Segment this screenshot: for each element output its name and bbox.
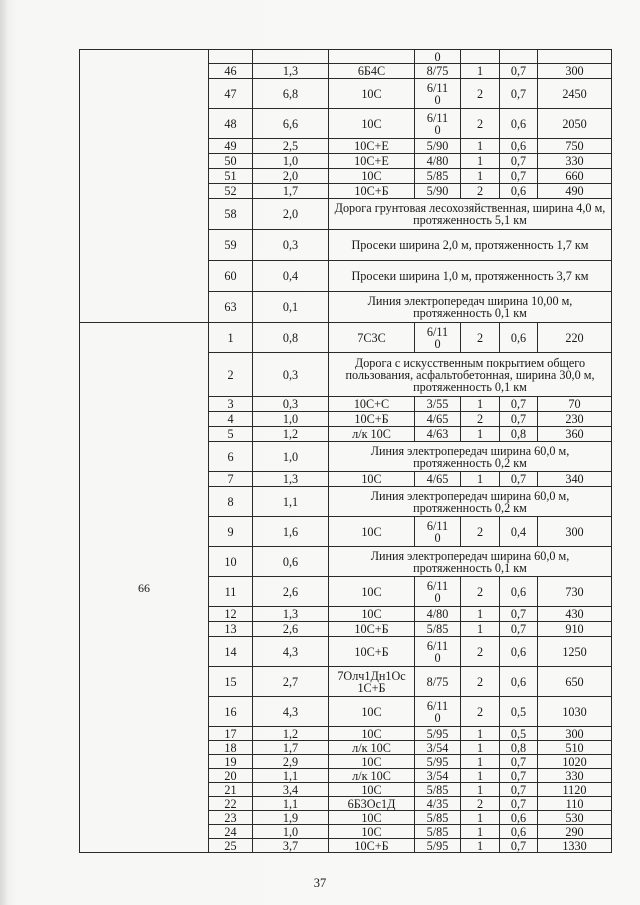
- age-cell: 5/85: [415, 169, 461, 184]
- class-cell: 2: [461, 697, 500, 727]
- stock-cell: [538, 50, 612, 64]
- age-cell: 6/11 0: [415, 697, 461, 727]
- class-cell: 1: [461, 622, 500, 637]
- density-cell: 0,7: [500, 607, 538, 622]
- age-cell: 6/11 0: [415, 577, 461, 607]
- density-cell: 0,7: [500, 169, 538, 184]
- class-cell: 1: [461, 607, 500, 622]
- area-cell: 0,8: [253, 323, 329, 353]
- id-cell: 63: [209, 292, 253, 323]
- age-cell: 5/95: [415, 839, 461, 853]
- age-cell: 6/11 0: [415, 323, 461, 353]
- composition-cell: 6Б4С: [329, 64, 415, 79]
- age-cell: 4/65: [415, 412, 461, 427]
- density-cell: 0,7: [500, 622, 538, 637]
- stock-cell: 1120: [538, 783, 612, 797]
- stock-cell: 300: [538, 517, 612, 547]
- composition-cell: 10С: [329, 811, 415, 825]
- density-cell: 0,4: [500, 517, 538, 547]
- stock-cell: 430: [538, 607, 612, 622]
- id-cell: 51: [209, 169, 253, 184]
- age-cell: 4/65: [415, 472, 461, 487]
- area-cell: 1,1: [253, 797, 329, 811]
- age-cell: 5/85: [415, 622, 461, 637]
- id-cell: 47: [209, 79, 253, 109]
- class-cell: 1: [461, 741, 500, 755]
- density-cell: 0,7: [500, 412, 538, 427]
- description-cell: Дорога с искусственным покрытием общего пользования, асфальтобетонная, ширина 30,0 м, протяженность 0,1 км: [329, 353, 612, 397]
- age-cell: 4/35: [415, 797, 461, 811]
- stock-cell: 2050: [538, 109, 612, 139]
- stock-cell: 70: [538, 397, 612, 412]
- kvartal-cell: [80, 50, 209, 323]
- stock-cell: 330: [538, 769, 612, 783]
- density-cell: 0,6: [500, 667, 538, 697]
- area-cell: 1,1: [253, 769, 329, 783]
- class-cell: 2: [461, 517, 500, 547]
- id-cell: 4: [209, 412, 253, 427]
- composition-cell: 10С: [329, 607, 415, 622]
- description-cell: Просеки ширина 1,0 м, протяженность 3,7 км: [329, 261, 612, 292]
- density-cell: 0,6: [500, 811, 538, 825]
- stock-cell: 750: [538, 139, 612, 154]
- id-cell: 8: [209, 487, 253, 517]
- id-cell: 17: [209, 727, 253, 741]
- area-cell: 4,3: [253, 637, 329, 667]
- composition-cell: 10С: [329, 109, 415, 139]
- id-cell: 7: [209, 472, 253, 487]
- id-cell: 24: [209, 825, 253, 839]
- density-cell: 0,7: [500, 769, 538, 783]
- age-cell: 6/11 0: [415, 109, 461, 139]
- density-cell: 0,6: [500, 109, 538, 139]
- age-cell: 8/75: [415, 64, 461, 79]
- page-number: 37: [313, 876, 327, 890]
- density-cell: 0,6: [500, 825, 538, 839]
- area-cell: 3,4: [253, 783, 329, 797]
- area-cell: 1,7: [253, 184, 329, 199]
- id-cell: [209, 50, 253, 64]
- description-cell: Дорога грунтовая лесохозяйственная, ширина 4,0 м, протяженность 5,1 км: [329, 199, 612, 230]
- stock-cell: 1330: [538, 839, 612, 853]
- area-cell: 0,1: [253, 292, 329, 323]
- density-cell: 0,5: [500, 727, 538, 741]
- area-cell: 1,3: [253, 607, 329, 622]
- stock-cell: 360: [538, 427, 612, 442]
- class-cell: [461, 50, 500, 64]
- area-cell: 1,2: [253, 427, 329, 442]
- id-cell: 12: [209, 607, 253, 622]
- class-cell: 2: [461, 667, 500, 697]
- stock-cell: 300: [538, 64, 612, 79]
- stock-cell: 650: [538, 667, 612, 697]
- id-cell: 3: [209, 397, 253, 412]
- stock-cell: 290: [538, 825, 612, 839]
- age-cell: 3/54: [415, 741, 461, 755]
- composition-cell: 10С: [329, 472, 415, 487]
- area-cell: 2,6: [253, 577, 329, 607]
- composition-cell: 10С+Б: [329, 184, 415, 199]
- stock-cell: 220: [538, 323, 612, 353]
- area-cell: 1,6: [253, 517, 329, 547]
- area-cell: [253, 50, 329, 64]
- density-cell: 0,7: [500, 154, 538, 169]
- stock-cell: 510: [538, 741, 612, 755]
- class-cell: 2: [461, 79, 500, 109]
- density-cell: 0,7: [500, 783, 538, 797]
- description-cell: Линия электропередач ширина 60,0 м, протяженность 0,2 км: [329, 442, 612, 472]
- density-cell: 0,7: [500, 64, 538, 79]
- composition-cell: 10С+Е: [329, 139, 415, 154]
- area-cell: 0,6: [253, 547, 329, 577]
- composition-cell: 10С: [329, 783, 415, 797]
- composition-cell: л/к 10С: [329, 769, 415, 783]
- area-cell: 2,0: [253, 169, 329, 184]
- age-cell: 5/95: [415, 727, 461, 741]
- class-cell: 1: [461, 839, 500, 853]
- composition-cell: 10С: [329, 727, 415, 741]
- composition-cell: 7Олч1Дн1Ос 1С+Б: [329, 667, 415, 697]
- age-cell: 3/54: [415, 769, 461, 783]
- composition-cell: 7С3С: [329, 323, 415, 353]
- id-cell: 18: [209, 741, 253, 755]
- id-cell: 52: [209, 184, 253, 199]
- class-cell: 1: [461, 769, 500, 783]
- area-cell: 1,1: [253, 487, 329, 517]
- area-cell: 0,4: [253, 261, 329, 292]
- id-cell: 21: [209, 783, 253, 797]
- area-cell: 1,0: [253, 154, 329, 169]
- area-cell: 0,3: [253, 230, 329, 261]
- id-cell: 60: [209, 261, 253, 292]
- id-cell: 50: [209, 154, 253, 169]
- area-cell: 3,7: [253, 839, 329, 853]
- composition-cell: 10С+Б: [329, 839, 415, 853]
- age-cell: 5/95: [415, 755, 461, 769]
- area-cell: 1,0: [253, 825, 329, 839]
- table-row: [80, 323, 612, 353]
- stock-cell: 530: [538, 811, 612, 825]
- id-cell: 5: [209, 427, 253, 442]
- class-cell: 1: [461, 472, 500, 487]
- stock-cell: 660: [538, 169, 612, 184]
- area-cell: 0,3: [253, 397, 329, 412]
- area-cell: 1,7: [253, 741, 329, 755]
- age-cell: 5/85: [415, 783, 461, 797]
- class-cell: 1: [461, 755, 500, 769]
- stock-cell: 490: [538, 184, 612, 199]
- area-cell: 1,3: [253, 472, 329, 487]
- age-cell: 6/11 0: [415, 637, 461, 667]
- density-cell: 0,5: [500, 697, 538, 727]
- age-cell: 8/75: [415, 667, 461, 697]
- stock-cell: 2450: [538, 79, 612, 109]
- class-cell: 1: [461, 825, 500, 839]
- id-cell: 46: [209, 64, 253, 79]
- area-cell: 6,8: [253, 79, 329, 109]
- area-cell: 2,5: [253, 139, 329, 154]
- area-cell: 6,6: [253, 109, 329, 139]
- composition-cell: 10С: [329, 697, 415, 727]
- class-cell: 2: [461, 637, 500, 667]
- composition-cell: 10С: [329, 517, 415, 547]
- composition-cell: 10С+Б: [329, 412, 415, 427]
- age-cell: 4/80: [415, 154, 461, 169]
- description-cell: Линия электропередач ширина 10,00 м, протяженность 0,1 км: [329, 292, 612, 323]
- stock-cell: 910: [538, 622, 612, 637]
- age-cell: 6/11 0: [415, 517, 461, 547]
- area-cell: 1,3: [253, 64, 329, 79]
- composition-cell: 10С: [329, 755, 415, 769]
- area-cell: 2,9: [253, 755, 329, 769]
- age-cell: 3/55: [415, 397, 461, 412]
- composition-cell: 10С: [329, 79, 415, 109]
- class-cell: 1: [461, 397, 500, 412]
- id-cell: 10: [209, 547, 253, 577]
- density-cell: 0,8: [500, 427, 538, 442]
- stock-cell: 1030: [538, 697, 612, 727]
- class-cell: 2: [461, 323, 500, 353]
- area-cell: 2,7: [253, 667, 329, 697]
- forest-inventory-table: [79, 49, 612, 853]
- id-cell: 58: [209, 199, 253, 230]
- table-body: [80, 50, 612, 853]
- class-cell: 2: [461, 184, 500, 199]
- area-cell: 2,0: [253, 199, 329, 230]
- density-cell: 0,7: [500, 472, 538, 487]
- area-cell: 2,6: [253, 622, 329, 637]
- id-cell: 11: [209, 577, 253, 607]
- age-cell: 4/63: [415, 427, 461, 442]
- id-cell: 13: [209, 622, 253, 637]
- density-cell: 0,7: [500, 839, 538, 853]
- density-cell: [500, 50, 538, 64]
- composition-cell: л/к 10С: [329, 741, 415, 755]
- area-cell: 1,0: [253, 442, 329, 472]
- stock-cell: 330: [538, 154, 612, 169]
- density-cell: 0,6: [500, 184, 538, 199]
- id-cell: 6: [209, 442, 253, 472]
- id-cell: 9: [209, 517, 253, 547]
- class-cell: 1: [461, 154, 500, 169]
- table-row: [80, 50, 612, 64]
- class-cell: 1: [461, 811, 500, 825]
- id-cell: 59: [209, 230, 253, 261]
- age-cell: 5/90: [415, 184, 461, 199]
- age-cell: 6/11 0: [415, 79, 461, 109]
- id-cell: 15: [209, 667, 253, 697]
- composition-cell: 10С+Е: [329, 154, 415, 169]
- stock-cell: 340: [538, 472, 612, 487]
- stock-cell: 300: [538, 727, 612, 741]
- density-cell: 0,6: [500, 637, 538, 667]
- composition-cell: 6Б3Ос1Д: [329, 797, 415, 811]
- density-cell: 0,7: [500, 79, 538, 109]
- density-cell: 0,7: [500, 397, 538, 412]
- stock-cell: 1020: [538, 755, 612, 769]
- id-cell: 14: [209, 637, 253, 667]
- id-cell: 49: [209, 139, 253, 154]
- density-cell: 0,8: [500, 741, 538, 755]
- class-cell: 2: [461, 577, 500, 607]
- id-cell: 25: [209, 839, 253, 853]
- class-cell: 1: [461, 783, 500, 797]
- density-cell: 0,6: [500, 323, 538, 353]
- area-cell: 1,0: [253, 412, 329, 427]
- age-cell: 5/85: [415, 825, 461, 839]
- class-cell: 2: [461, 412, 500, 427]
- composition-cell: 10С+С: [329, 397, 415, 412]
- composition-cell: 10С+Б: [329, 637, 415, 667]
- class-cell: 1: [461, 427, 500, 442]
- composition-cell: 10С: [329, 169, 415, 184]
- id-cell: 22: [209, 797, 253, 811]
- stock-cell: 230: [538, 412, 612, 427]
- id-cell: 48: [209, 109, 253, 139]
- age-cell: 5/85: [415, 811, 461, 825]
- id-cell: 2: [209, 353, 253, 397]
- density-cell: 0,7: [500, 797, 538, 811]
- kvartal-cell: 66: [80, 323, 209, 853]
- id-cell: 16: [209, 697, 253, 727]
- id-cell: 20: [209, 769, 253, 783]
- composition-cell: 10С: [329, 577, 415, 607]
- age-cell: 4/80: [415, 607, 461, 622]
- id-cell: 1: [209, 323, 253, 353]
- composition-cell: [329, 50, 415, 64]
- composition-cell: л/к 10С: [329, 427, 415, 442]
- area-cell: 4,3: [253, 697, 329, 727]
- density-cell: 0,6: [500, 577, 538, 607]
- area-cell: 1,2: [253, 727, 329, 741]
- class-cell: 2: [461, 109, 500, 139]
- stock-cell: 730: [538, 577, 612, 607]
- description-cell: Линия электропередач ширина 60,0 м, протяженность 0,1 км: [329, 547, 612, 577]
- composition-cell: 10С+Б: [329, 622, 415, 637]
- id-cell: 19: [209, 755, 253, 769]
- class-cell: 1: [461, 727, 500, 741]
- class-cell: 1: [461, 169, 500, 184]
- class-cell: 2: [461, 797, 500, 811]
- stock-cell: 110: [538, 797, 612, 811]
- area-cell: 0,3: [253, 353, 329, 397]
- description-cell: Просеки ширина 2,0 м, протяженность 1,7 км: [329, 230, 612, 261]
- area-cell: 1,9: [253, 811, 329, 825]
- density-cell: 0,6: [500, 139, 538, 154]
- class-cell: 1: [461, 64, 500, 79]
- age-cell: 0: [415, 50, 461, 64]
- description-cell: Линия электропередач ширина 60,0 м, протяженность 0,2 км: [329, 487, 612, 517]
- composition-cell: 10С: [329, 825, 415, 839]
- density-cell: 0,7: [500, 755, 538, 769]
- age-cell: 5/90: [415, 139, 461, 154]
- class-cell: 1: [461, 139, 500, 154]
- id-cell: 23: [209, 811, 253, 825]
- stock-cell: 1250: [538, 637, 612, 667]
